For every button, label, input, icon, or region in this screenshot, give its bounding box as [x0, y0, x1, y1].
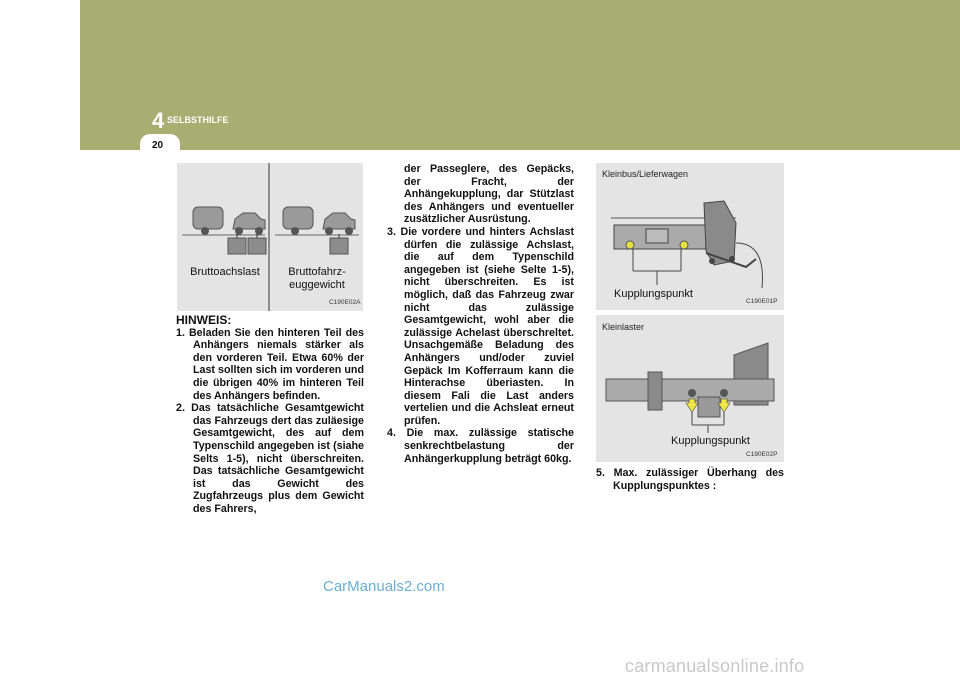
- header-strip: [80, 136, 960, 150]
- watermark-carmanualsonline[interactable]: carmanualsonline.info: [625, 656, 805, 676]
- text-column-1: [176, 314, 364, 516]
- caption-gross-weight-line2: euggewicht: [289, 279, 345, 291]
- notice-title: HINWEIS:: [176, 313, 232, 327]
- watermark-carmanuals2[interactable]: CarManuals2.com: [323, 578, 445, 595]
- truck-hitch-figure: [596, 315, 784, 462]
- caption-gross-weight-line1: Bruttofahrz-: [288, 266, 346, 278]
- truck-label: Kleinlaster: [602, 322, 645, 332]
- van-label: Kleinbus/Lieferwagen: [602, 169, 689, 179]
- list-item-1: 1. Beladen Sie den hinteren Teil des Anhängers niemals stärker als den vorderen Teil. Etwa 60% der Last sollten sich im vorderen und die übrigen 40% im hinteren Teil des Anhängers befinden.: [176, 326, 364, 402]
- figure-code: C190E02A: [329, 299, 361, 306]
- text-column-2: [387, 163, 574, 465]
- list-item-5: 5. Max. zulässiger Überhang des Kupplungspunktes :: [596, 467, 784, 492]
- chapter-title: SELBSTHILFE: [167, 115, 229, 125]
- caption-gross-weight: [277, 266, 357, 292]
- list-item-2: 2. Das tatsächliche Gesamtgewicht das Fahrzeugs dert das zuläesige Gesamtgewicht, des auf dem Typenschild angegeben ist (siahe Selts 1-5), nicht überschreiten. Das tatsächliche Gesamtgewicht ist das Gewicht des Zugfahrzeugs plus dem Gewicht des Fahrers,: [176, 402, 364, 515]
- van-callout: Kupplungspunkt: [614, 288, 693, 300]
- truck-callout: Kupplungspunkt: [671, 435, 750, 447]
- list-item-3: 3. Die vordere und hinters Achslast dürfen die zulässige Achslast, die auf dem Typenschild angegeben ist (siehe Selte 1-5), nicht überschreiten. Es ist möglich, daß das Fahrzeug zwar nicht das zulässige Gesamtgewicht, wohl aber die zulässige Achelast überschreltet. Unsachgemäße Beladung des Anhängers und/oder zuviel Gepäck Im Kofferraum kann die Hinterachse überiasten. In diesem Fali die Last anders vertelien und die Achsleat erneut prüfen.: [387, 225, 574, 427]
- chapter-number: 4: [152, 108, 165, 133]
- caption-axle-load: Bruttoachslast: [190, 266, 260, 278]
- list-item-4: 4. Die max. zulässige statische senkrechtbelastung der Anhängerkupplung beträgt 60kg.: [387, 427, 574, 465]
- truck-figure-code: C190E02P: [746, 451, 778, 458]
- page-number: 20: [152, 140, 164, 151]
- van-hitch-figure: [596, 163, 784, 310]
- weight-figure: [177, 163, 363, 311]
- van-figure-code: C190E01P: [746, 298, 778, 305]
- text-column-3: [596, 467, 784, 492]
- continuation-text: der Passeglere, des Gepäcks, der Fracht, der Anhängekupplung, dar Stützlast des Anhängers und eventueller zusätzlicher Ausrüstung.: [404, 163, 574, 226]
